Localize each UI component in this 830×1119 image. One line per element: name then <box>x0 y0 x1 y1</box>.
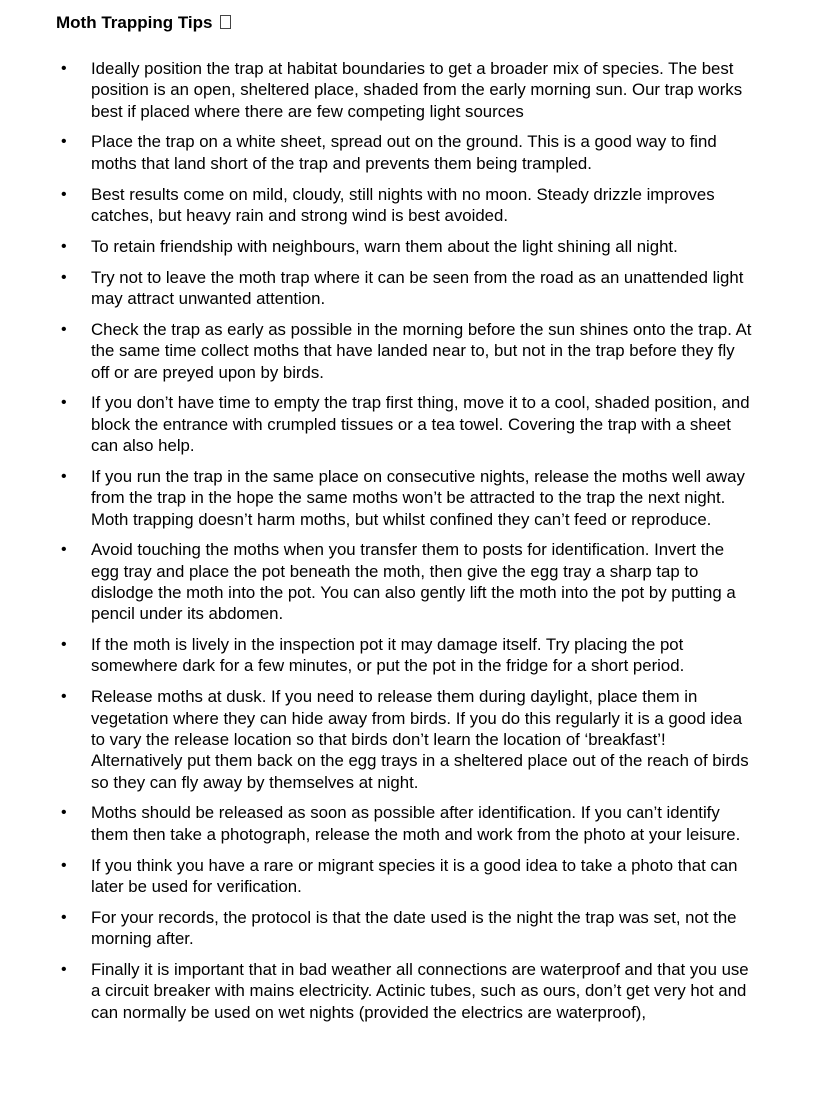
list-item <box>56 907 756 950</box>
bullet-icon: • <box>61 237 67 255</box>
tip-text: Moths should be released as soon as possible after identification. If you can’t identify them then take a photograph, release the moth and work from the photo at your leisure. <box>91 803 741 844</box>
list-item <box>56 58 756 122</box>
bullet-icon: • <box>61 636 67 654</box>
bullet-icon: • <box>61 541 67 559</box>
tip-text: Avoid touching the moths when you transfer them to posts for identification. Invert the egg tray and place the pot beneath the moth, then give the egg tray a sharp tap to dislodge the moth into the pot. You can also gently lift the moth into the pot by putting a pencil under its abdomen. <box>91 540 736 624</box>
list-item <box>56 802 756 845</box>
list-item <box>56 686 756 792</box>
tip-text: Check the trap as early as possible in the morning before the sun shines onto the trap. At the same time collect moths that have landed near to, but not in the trap before they fly off or are preyed upon by birds. <box>91 319 752 382</box>
list-item <box>56 634 756 677</box>
tip-text: If the moth is lively in the inspection pot it may damage itself. Try placing the pot somewhere dark for a few minutes, or put the pot in the fridge for a short period. <box>91 635 685 676</box>
list-item <box>56 236 756 257</box>
tip-text: If you don’t have time to empty the trap first thing, move it to a cool, shaded position, and block the entrance with crumpled tissues or a tea towel. Covering the trap with a sheet can also help. <box>91 393 750 456</box>
bullet-icon: • <box>61 856 67 874</box>
tip-text: Release moths at dusk. If you need to release them during daylight, place them in vegetation where they can hide away from birds. If you do this regularly it is a good idea to vary the release location so that birds don’t learn the location of ‘breakfast’! Alternatively put them back on the egg trays in a sheltered place out of the reach of birds so they can fly away by themselves at night. <box>91 687 749 792</box>
list-item <box>56 466 756 530</box>
tip-text: Finally it is important that in bad weather all connections are waterproof and that you use a circuit breaker with mains electricity. Actinic tubes, such as ours, don’t get very hot and can normally be used on wet nights (provided the electrics are waterproof), <box>91 960 749 1022</box>
bullet-icon: • <box>61 908 67 926</box>
bullet-icon: • <box>61 961 67 978</box>
bullet-icon: • <box>61 268 67 286</box>
bullet-icon: • <box>61 185 67 203</box>
tip-text: Ideally position the trap at habitat boundaries to get a broader mix of species. The best position is an open, sheltered place, shaded from the early morning sun. Our trap works best if placed where there are few competing light sources <box>91 59 743 121</box>
tip-text: To retain friendship with neighbours, warn them about the light shining all night. <box>91 236 678 256</box>
tip-text: If you think you have a rare or migrant species it is a good idea to take a photo that can later be used for verification. <box>91 855 738 896</box>
tip-text: If you run the trap in the same place on consecutive nights, release the moths well away from the trap in the hope the same moths won’t be attracted to the trap the next night. Moth trapping doesn’t harm moths, but whilst confined they can’t feed or reproduce. <box>91 466 745 529</box>
bullet-icon: • <box>61 394 67 412</box>
missing-glyph-box-icon <box>220 15 231 29</box>
tip-text: Place the trap on a white sheet, spread out on the ground. This is a good way to find moths that land short of the trap and prevents them being trampled. <box>91 132 717 173</box>
list-item <box>56 959 756 1023</box>
bullet-icon: • <box>61 60 67 77</box>
list-item <box>56 392 756 456</box>
tip-text: Best results come on mild, cloudy, still nights with no moon. Steady drizzle improves catches, but heavy rain and strong wind is best avoided. <box>91 184 715 225</box>
list-item <box>56 267 756 310</box>
page-title <box>56 12 231 34</box>
bullet-icon: • <box>61 133 67 151</box>
tip-text: For your records, the protocol is that the date used is the night the trap was set, not the morning after. <box>91 907 737 949</box>
list-item <box>56 539 756 624</box>
list-item <box>56 855 756 898</box>
list-item <box>56 184 756 227</box>
tip-text: Try not to leave the moth trap where it can be seen from the road as an unattended light may attract unwanted attention. <box>91 267 744 309</box>
list-item <box>56 319 756 383</box>
list-item <box>56 131 756 174</box>
title-text: Moth Trapping Tips <box>56 13 213 32</box>
bullet-icon: • <box>61 320 67 338</box>
bullet-icon: • <box>61 804 67 822</box>
bullet-icon: • <box>61 688 67 706</box>
tips-list <box>56 58 756 1032</box>
bullet-icon: • <box>61 467 67 485</box>
